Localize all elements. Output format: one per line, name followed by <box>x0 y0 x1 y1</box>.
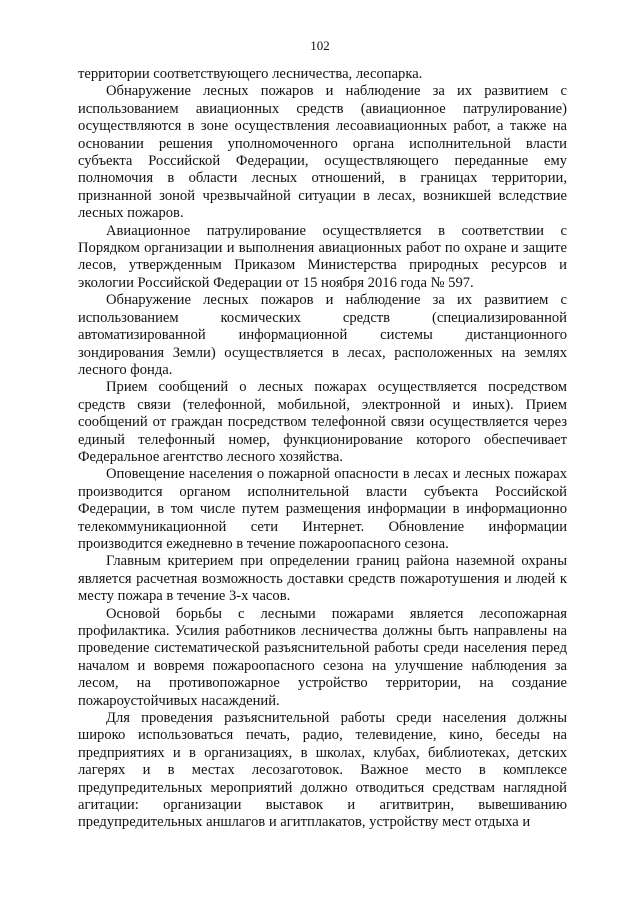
paragraph-fire-reports: Прием сообщений о лесных пожарах осуществляется посредством средств связи (телефонной, мобильной, электронной и иных). Прием сообщений от граждан посредством телефонной связи осуществляется через единый телефонный номер, функционирование которого обеспечивает Федеральное агентство лесного хозяйства. <box>78 379 567 465</box>
paragraph-continuation: территории соответствующего лесничества, лесопарка. <box>78 66 423 82</box>
paragraph-aviation-patrol: Авиационное патрулирование осуществляется в соответствии с Порядком организации и выполнения авиационных работ по охране и защите лесов, утвержденным Приказом Министерства природных ресурсов и экологии Российской Федерации от 15 ноября 2016 года № 597. <box>78 222 567 291</box>
paragraph-ground-protection: Главным критерием при определении границ района наземной охраны является расчетная возможность доставки средств пожаротушения и людей к месту пожара в течение 3-х часов. <box>78 553 567 605</box>
paragraph-aviation-detection: Обнаружение лесных пожаров и наблюдение за их развитием с использованием авиационных средств (авиационное патрулирование) осуществляются в зоне осуществления лесоавиационных работ, а также на основании решения уполномоченного органа исполнительной власти субъекта Российской Федерации, осуществляющего переданные ему полномочия в области лесных отношений, в границах территории, признанной зоной чрезвычайной ситуации в лесах, возникшей вследствие лесных пожаров. <box>78 83 567 222</box>
paragraph-outreach: Для проведения разъяснительной работы среди населения должны широко использоваться печать, радио, телевидение, кино, беседы на предприятиях и в организациях, в школах, клубах, библиотеках, детских лагерях и в местах лесозаготовок. Важное место в комплексе предупредительных мероприятий должно отводиться средствам наглядной агитации: организации выставок и агитвитрин, вывешиванию предупредительных аншлагов и агитплакатов, устройству мест отдыха и <box>78 710 567 831</box>
body-text <box>78 66 567 832</box>
paragraph-fire-prevention: Основой борьбы с лесными пожарами является лесопожарная профилактика. Усилия работников лесничества должны быть направлены на проведение систематической разъяснительной работы среди населения перед началом и вовремя пожароопасного сезона на улучшение наблюдения за лесом, на противопожарное устройство территории, на создание пожароустойчивых насаждений. <box>78 605 567 709</box>
page-number: 102 <box>310 38 330 53</box>
paragraph-space-detection: Обнаружение лесных пожаров и наблюдение за их развитием с использованием космических средств (специализированной автоматизированной информационной системы дистанционного зондирования Земли) осуществляется в лесах, расположенных на землях лесного фонда. <box>78 292 567 378</box>
paragraph-public-warning: Оповещение населения о пожарной опасности в лесах и лесных пожарах производится органом исполнительной власти субъекта Российской Федерации, в том числе путем размещения информации в информационно телекоммуникационной сети Интернет. Обновление информации производится ежедневно в течение пожароопасного сезона. <box>78 466 567 552</box>
